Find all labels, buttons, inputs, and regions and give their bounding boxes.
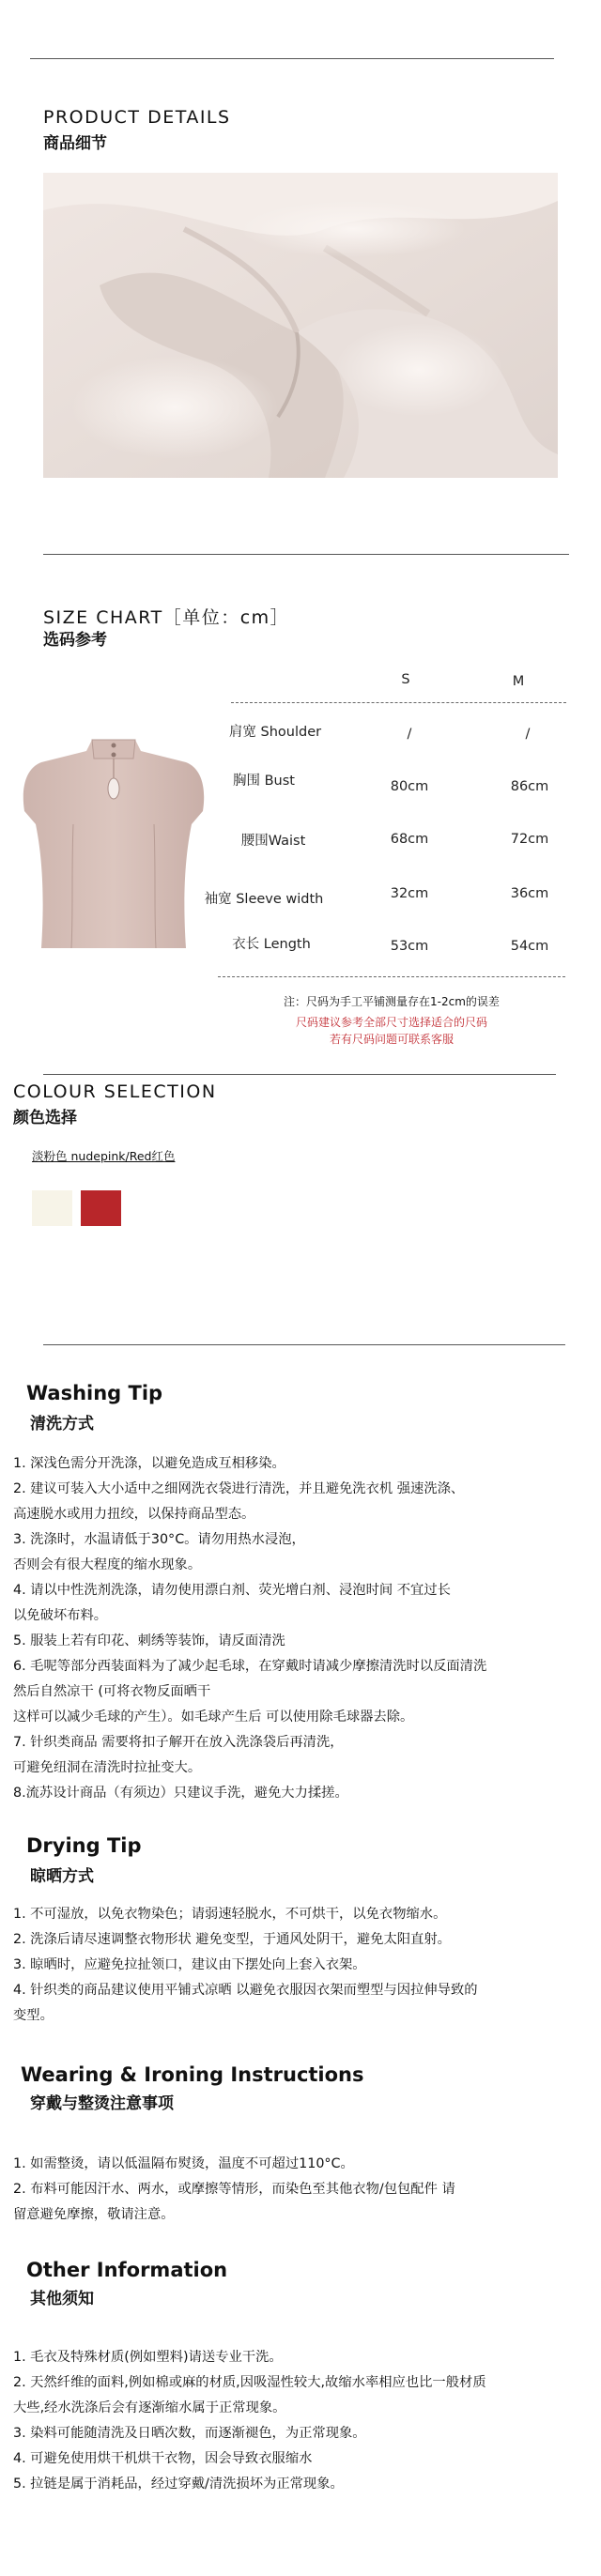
instruction-line: 3. 晾晒时，应避免拉扯领口，建议由下摆处向上套入衣架。	[13, 1957, 366, 1972]
size-cell: 32cm	[390, 886, 429, 901]
section-title-cn: 选码参考	[43, 631, 107, 650]
section-title-en: SIZE CHART［单位：cm］	[43, 607, 290, 628]
instruction-line: 2. 建议可装入大小适中之细网洗衣袋进行清洗，并且避免洗衣机 强速洗涤、	[13, 1481, 465, 1496]
instruction-line: 5. 服装上若有印花、刺绣等装饰，请反面清洗	[13, 1633, 285, 1648]
size-cell: 54cm	[510, 939, 549, 954]
size-cell: 53cm	[390, 939, 429, 954]
section-title-cn: 商品细节	[43, 134, 107, 153]
size-contact: 若有尺码问题可联系客服	[329, 1033, 454, 1046]
section-title-cn: 颜色选择	[13, 1109, 77, 1127]
section-title-cn: 晾晒方式	[30, 1867, 94, 1886]
instruction-line: 2. 布料可能因汗水、两水，或摩擦等情形，而染色至其他衣物/包包配件 请	[13, 2182, 455, 2197]
instruction-line: 4. 针织类的商品建议使用平铺式凉晒 以避免衣服因衣架而塑型与因拉伸导致的	[13, 1983, 478, 1998]
other-information	[13, 2345, 588, 2497]
instruction-line: 8.流苏设计商品（有须边）只建议手洗，避免大力揉搓。	[13, 1786, 348, 1801]
section-title-cn: 其他须知	[30, 2290, 94, 2308]
size-column-header: S	[401, 672, 410, 687]
instruction-line: 这样可以减少毛球的产生）。如毛球产生后 可以使用除毛球器去除。	[13, 1710, 414, 1725]
divider	[30, 58, 554, 59]
size-cell: /	[525, 727, 531, 742]
size-cell: 80cm	[390, 779, 429, 794]
instruction-line: 3. 洗涤时，水温请低于30°C。请勿用热水浸泡，	[13, 1532, 305, 1547]
instruction-line: 1. 不可湿放，以免衣物染色；请弱速轻脱水，不可烘干，以免衣物缩水。	[13, 1907, 447, 1922]
section-title-en: PRODUCT DETAILS	[43, 107, 231, 128]
fabric-detail-photo	[43, 173, 558, 478]
instruction-line: 2. 天然纤维的面料,例如棉或麻的材质,因吸湿性较大,故缩水率相应也比一般材质	[13, 2375, 486, 2390]
table-header-rule	[231, 702, 566, 703]
instruction-line: 1. 深浅色需分开洗涤，以避免造成互相移染。	[13, 1456, 285, 1471]
instruction-line: 否则会有很大程度的缩水现象。	[13, 1557, 202, 1572]
instruction-line: 变型。	[13, 2008, 54, 2023]
size-cell: 86cm	[510, 779, 549, 794]
section-title-en: COLOUR SELECTION	[13, 1081, 217, 1102]
size-row-label: 肩宽 Shoulder	[228, 725, 322, 740]
washing-instructions	[13, 1451, 588, 1806]
size-column-header: M	[512, 674, 525, 689]
section-title-cn: 清洗方式	[30, 1415, 94, 1434]
colour-options-label: 淡粉色 nudepink/Red红色	[32, 1149, 176, 1163]
instruction-line: 2. 洗涤后请尽速调整衣物形状 避免变型，于通风处阴干，避免太阳直射。	[13, 1932, 451, 1947]
drying-instructions	[13, 1902, 588, 2029]
instruction-line: 大些,经水洗涤后会有逐渐缩水属于正常现象。	[13, 2400, 286, 2415]
divider	[43, 1344, 565, 1345]
instruction-line: 可避免纽洞在清洗时拉扯变大。	[13, 1760, 202, 1775]
instruction-line: 以免破坏布料。	[13, 1608, 108, 1623]
divider	[43, 554, 569, 555]
instruction-line: 1. 如需整烫，请以低温隔布熨烫，温度不可超过110°C。	[13, 2156, 354, 2171]
divider	[43, 1074, 556, 1075]
size-row-label: 衣长 Length	[232, 937, 311, 952]
section-title-en: Washing Tip	[26, 1382, 163, 1404]
size-cell: 68cm	[390, 832, 429, 847]
size-cell: 36cm	[510, 886, 549, 901]
instruction-line: 留意避免摩擦，敬请注意。	[13, 2207, 175, 2222]
instruction-line: 然后自然凉干 (可将衣物反面晒干	[13, 1684, 211, 1699]
instruction-line: 7. 针织类商品 需要将扣子解开在放入洗涤袋后再清洗，	[13, 1735, 344, 1750]
size-cell: /	[407, 727, 412, 742]
size-cell: 72cm	[510, 832, 549, 847]
garment-illustration	[17, 730, 210, 959]
size-advice: 尺码建议参考全部尺寸选择适合的尺码	[295, 1016, 487, 1029]
swatch-red[interactable]	[81, 1190, 121, 1226]
instruction-line: 3. 染料可能随清洗及日晒次数，而逐渐褪色，为正常现象。	[13, 2426, 366, 2441]
section-title-en: Wearing & Ironing Instructions	[21, 2063, 364, 2086]
instruction-line: 4. 可避免使用烘干机烘干衣物，因会导致衣服缩水	[13, 2451, 313, 2466]
instruction-line: 4. 请以中性洗剂洗涤，请勿使用漂白剂、荧光增白剂、浸泡时间 不宜过长	[13, 1583, 451, 1598]
section-title-en: Drying Tip	[26, 1834, 142, 1857]
swatch-nudepink[interactable]	[32, 1190, 72, 1226]
instruction-line: 高速脱水或用力扭绞，以保持商品型态。	[13, 1507, 255, 1522]
instruction-line: 5. 拉链是属于消耗品，经过穿戴/清洗损坏为正常现象。	[13, 2476, 344, 2492]
size-note: 注：尺码为手工平铺测量存在1-2cm的误差	[284, 995, 500, 1008]
instruction-line: 1. 毛衣及特殊材质(例如塑料)请送专业干洗。	[13, 2350, 283, 2365]
wearing-instructions	[13, 2152, 588, 2228]
table-footer-rule	[218, 976, 565, 977]
instruction-line: 6. 毛呢等部分西装面料为了减少起毛球，在穿戴时请减少摩擦清洗时以反面清洗	[13, 1659, 487, 1674]
size-row-label: 胸围 Bust	[233, 774, 295, 789]
section-title-cn: 穿戴与整烫注意事项	[30, 2094, 174, 2113]
size-row-label: 腰围Waist	[240, 834, 306, 849]
section-title-en: Other Information	[26, 2259, 228, 2281]
size-row-label: 袖宽 Sleeve width	[204, 892, 324, 907]
